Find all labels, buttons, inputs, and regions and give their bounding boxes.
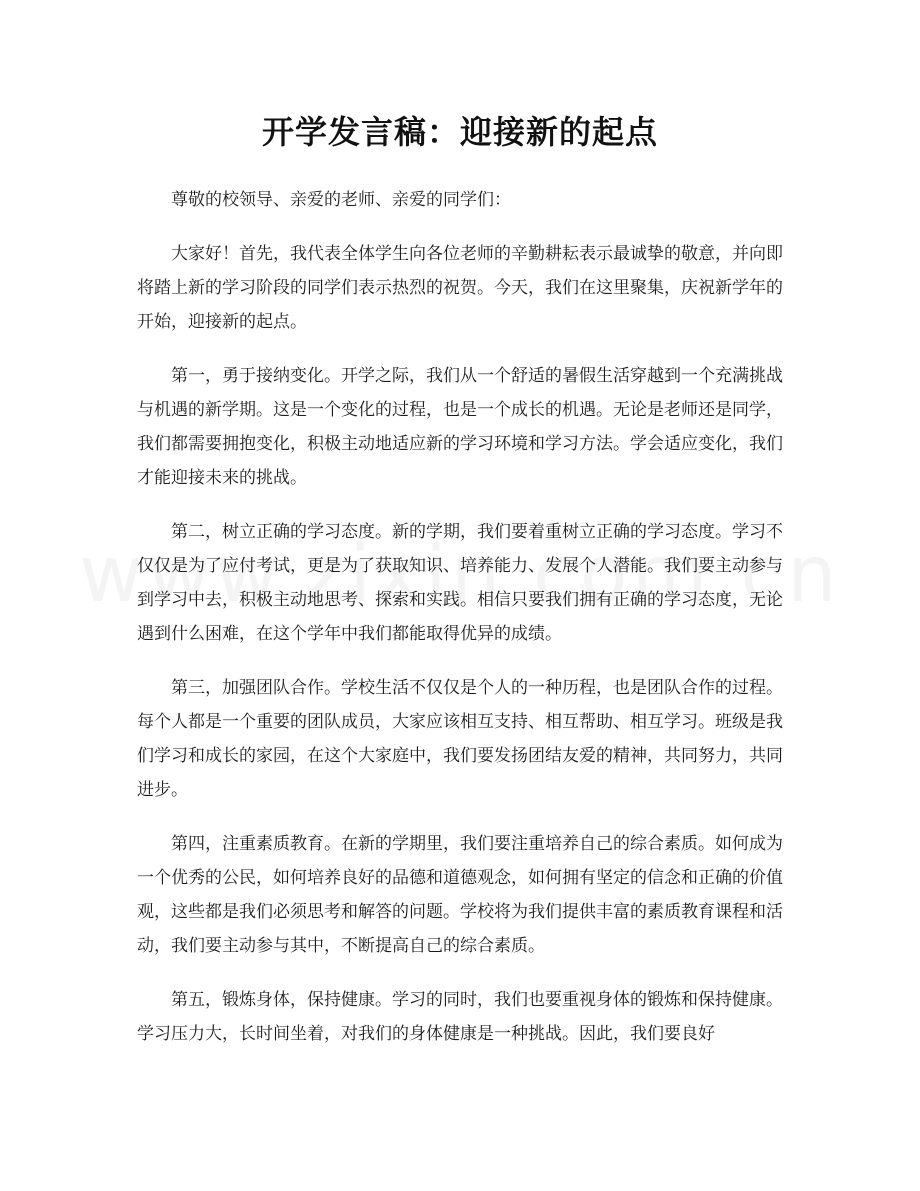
- paragraph-fourth-point: 第四，注重素质教育。在新的学期里，我们要注重培养自己的综合素质。如何成为一个优秀的公民，如何培养良好的品德和道德观念，如何拥有坚定的信念和正确的价值观，这些都是我们必须思考和解答的问题。学校将为我们提供丰富的素质教育课程和活动，我们要主动参与其中，不断提高自己的综合素质。: [137, 834, 783, 956]
- salutation-paragraph: 尊敬的校领导、亲爱的老师、亲爱的同学们：: [171, 190, 511, 210]
- document-body: [137, 183, 783, 1071]
- paragraph-third-point: 第三，加强团队合作。学校生活不仅仅是个人的一种历程，也是团队合作的过程。每个人都是一个重要的团队成员，大家应该相互支持、相互帮助、相互学习。班级是我们学习和成长的家园，在这个大家庭中，我们要发扬团结友爱的精神，共同努力，共同进步。: [137, 678, 783, 800]
- paragraph-second-point: 第二，树立正确的学习态度。新的学期，我们要着重树立正确的学习态度。学习不仅仅是为了应付考试，更是为了获取知识、培养能力、发展个人潜能。我们要主动参与到学习中去，积极主动地思考、探索和实践。相信只要我们拥有正确的学习态度，无论遇到什么困难，在这个学年中我们都能取得优异的成绩。: [137, 522, 783, 644]
- page-title: 开学发言稿：迎接新的起点: [261, 113, 658, 151]
- paragraph-fifth-point: 第五，锻炼身体，保持健康。学习的同时，我们也要重视身体的锻炼和保持健康。学习压力大，长时间坐着，对我们的身体健康是一种挑战。因此，我们要良好: [137, 990, 783, 1044]
- paragraph-first-point: 第一，勇于接纳变化。开学之际，我们从一个舒适的暑假生活穿越到一个充满挑战与机遇的新学期。这是一个变化的过程，也是一个成长的机遇。无论是老师还是同学，我们都需要拥抱变化，积极主动地适应新的学习环境和学习方法。学会适应变化，我们才能迎接未来的挑战。: [137, 366, 783, 488]
- greeting-paragraph: 大家好！首先，我代表全体学生向各位老师的辛勤耕耘表示最诚挚的敬意，并向即将踏上新的学习阶段的同学们表示热烈的祝贺。今天，我们在这里聚集，庆祝新学年的开始，迎接新的起点。: [137, 244, 783, 332]
